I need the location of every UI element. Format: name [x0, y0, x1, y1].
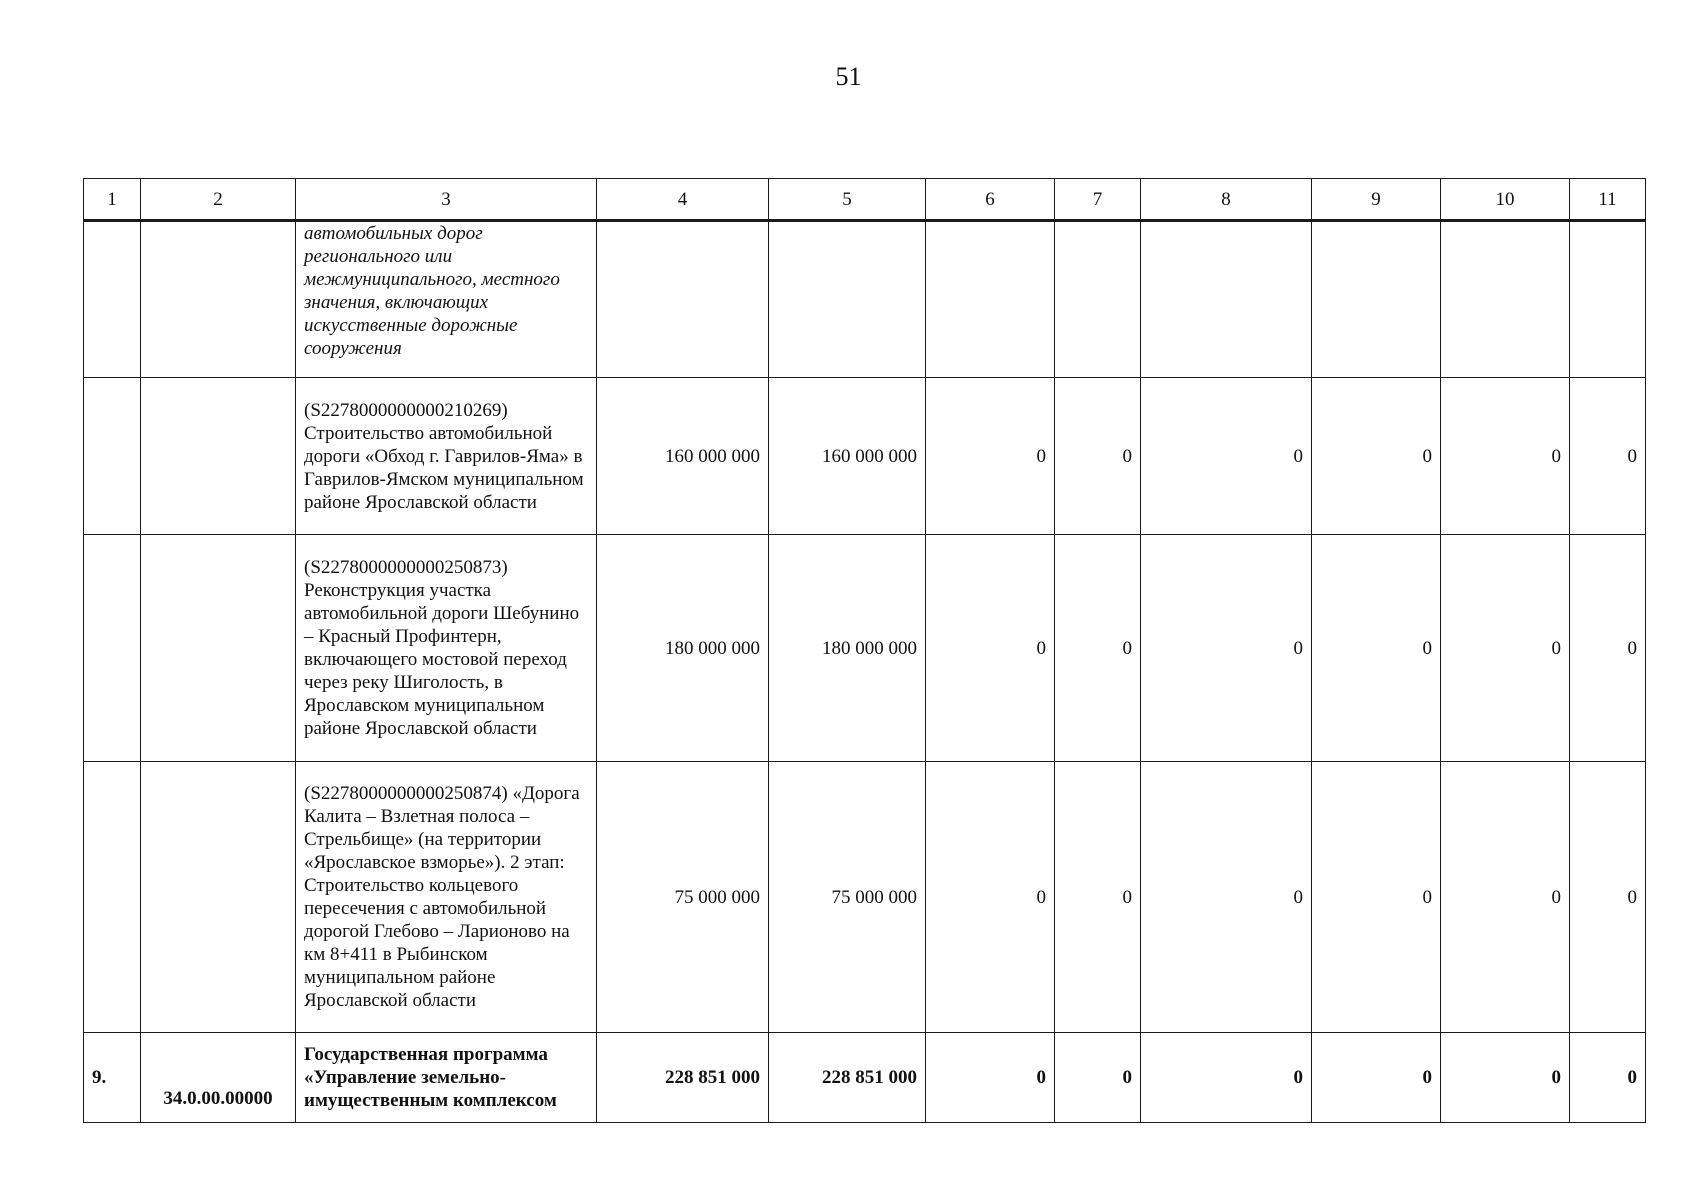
table-row: [84, 762, 1646, 1033]
value-cell-col9: 0: [1312, 378, 1441, 535]
value-cell-col8: 0: [1141, 762, 1312, 1033]
value-cell-col11: 0: [1570, 762, 1646, 1033]
description-cell: Государственная программа «Управление земельно-имущественным комплексом: [296, 1033, 597, 1123]
value-cell-col10: 0: [1441, 762, 1570, 1033]
value-cell-col4: 228 851 000: [597, 1033, 769, 1123]
value-cell-col10: [1441, 221, 1570, 378]
value-cell-col7: 0: [1055, 1033, 1141, 1123]
budget-table: [83, 178, 1646, 1123]
column-header-11: 11: [1570, 179, 1646, 221]
column-header-3: 3: [296, 179, 597, 221]
description-cell: автомобильных дорог регионального или межмуниципального, местного значения, включающих искусственные дорожные сооружения: [296, 221, 597, 378]
column-header-2: 2: [141, 179, 296, 221]
value-cell-col7: 0: [1055, 762, 1141, 1033]
column-header-6: 6: [926, 179, 1055, 221]
value-cell-col4: 160 000 000: [597, 378, 769, 535]
table-row: [84, 221, 1646, 378]
value-cell-col11: 0: [1570, 1033, 1646, 1123]
value-cell-col9: 0: [1312, 762, 1441, 1033]
value-cell-col8: 0: [1141, 1033, 1312, 1123]
row-number-cell: 9.: [84, 1033, 141, 1123]
code-cell: 34.0.00.00000: [141, 1033, 296, 1123]
column-header-4: 4: [597, 179, 769, 221]
value-cell-col6: 0: [926, 1033, 1055, 1123]
value-cell-col4: 75 000 000: [597, 762, 769, 1033]
column-header-9: 9: [1312, 179, 1441, 221]
table-row-program: [84, 1033, 1646, 1123]
value-cell-col7: 0: [1055, 535, 1141, 762]
column-number-header-row: [84, 179, 1646, 221]
value-cell-col9: [1312, 221, 1441, 378]
value-cell-col4: [597, 221, 769, 378]
column-header-10: 10: [1441, 179, 1570, 221]
description-cell: (S2278000000000250874) «Дорога Калита – Взлетная полоса – Стрельбище» (на территории «Ярославское взморье»). 2 этап: Строительство кольцевого пересечения с автомобильной дорогой Глебово – Ларионово на км 8+411 в Рыбинском муниципальном районе Ярославской области: [296, 762, 597, 1033]
page-number: 51: [835, 62, 862, 91]
value-cell-col5: 228 851 000: [769, 1033, 926, 1123]
code-cell: [141, 762, 296, 1033]
value-cell-col5: [769, 221, 926, 378]
column-header-7: 7: [1055, 179, 1141, 221]
value-cell-col7: [1055, 221, 1141, 378]
value-cell-col8: 0: [1141, 378, 1312, 535]
row-number-cell: [84, 378, 141, 535]
table-row: [84, 535, 1646, 762]
row-number-cell: [84, 762, 141, 1033]
value-cell-col9: 0: [1312, 535, 1441, 762]
value-cell-col10: 0: [1441, 378, 1570, 535]
value-cell-col6: 0: [926, 378, 1055, 535]
value-cell-col10: 0: [1441, 535, 1570, 762]
description-cell: (S2278000000000250873) Реконструкция участка автомобильной дороги Шебунино – Красный Профинтерн, включающего мостовой переход через реку Шиголость, в Ярославском муниципальном районе Ярославской области: [296, 535, 597, 762]
value-cell-col11: [1570, 221, 1646, 378]
column-header-5: 5: [769, 179, 926, 221]
value-cell-col5: 75 000 000: [769, 762, 926, 1033]
column-header-1: 1: [84, 179, 141, 221]
code-cell: [141, 378, 296, 535]
value-cell-col6: 0: [926, 762, 1055, 1033]
code-cell: [141, 221, 296, 378]
value-cell-col9: 0: [1312, 1033, 1441, 1123]
value-cell-col4: 180 000 000: [597, 535, 769, 762]
value-cell-col8: [1141, 221, 1312, 378]
value-cell-col11: 0: [1570, 378, 1646, 535]
description-cell: (S2278000000000210269) Строительство автомобильной дороги «Обход г. Гаврилов-Яма» в Гаврилов-Ямском муниципальном районе Ярославской области: [296, 378, 597, 535]
column-header-8: 8: [1141, 179, 1312, 221]
value-cell-col8: 0: [1141, 535, 1312, 762]
value-cell-col11: 0: [1570, 535, 1646, 762]
value-cell-col5: 180 000 000: [769, 535, 926, 762]
row-number-cell: [84, 221, 141, 378]
value-cell-col6: 0: [926, 535, 1055, 762]
code-cell: [141, 535, 296, 762]
value-cell-col5: 160 000 000: [769, 378, 926, 535]
value-cell-col6: [926, 221, 1055, 378]
table-row: [84, 378, 1646, 535]
value-cell-col10: 0: [1441, 1033, 1570, 1123]
value-cell-col7: 0: [1055, 378, 1141, 535]
row-number-cell: [84, 535, 141, 762]
